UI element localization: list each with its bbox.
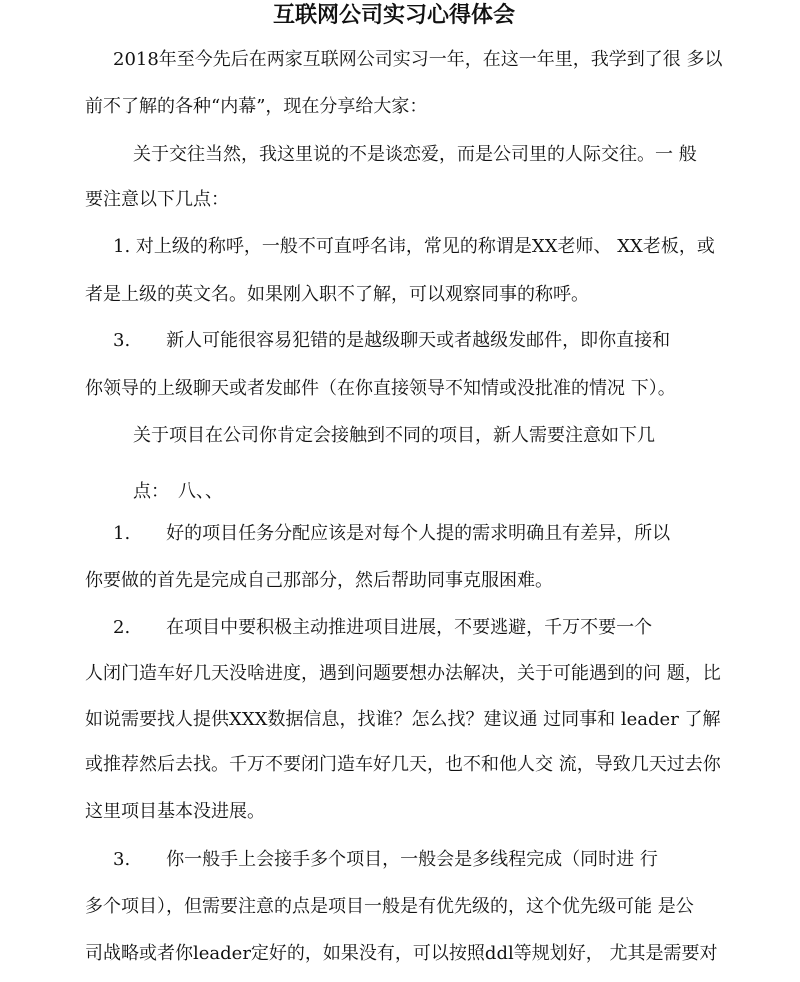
list-item-line: 1. 好的项目任务分配应该是对每个人提的需求明确且有差异，所以	[113, 523, 671, 544]
list-item-line: 或推荐然后去找。千万不要闭门造车好几天，也不和他人交 流，导致几天过去你	[85, 754, 721, 775]
paragraph-line: 要注意以下几点：	[85, 189, 229, 210]
paragraph-line: 关于项目在公司你肯定会接触到不同的项目，新人需要注意如下几	[133, 425, 655, 446]
paragraph-line: 前不了解的各种“内幕”，现在分享给大家：	[85, 96, 428, 117]
list-item-line: 这里项目基本没进展。	[85, 801, 265, 822]
list-item-line: 3. 你一般手上会接手多个项目，一般会是多线程完成（同时进 行	[113, 849, 658, 870]
list-item-line: 司战略或者你leader定好的，如果没有，可以按照ddl等规划好， 尤其是需要对	[85, 943, 718, 964]
list-item-line: 你领导的上级聊天或者发邮件（在你直接领导不知情或没批准的情况 下）。	[85, 378, 676, 399]
list-item-line: 多个项目），但需要注意的点是项目一般是有优先级的，这个优先级可能 是公	[85, 896, 694, 917]
list-item-line: 3. 新人可能很容易犯错的是越级聊天或者越级发邮件，即你直接和	[113, 330, 671, 351]
list-item-line: 者是上级的英文名。如果刚入职不了解，可以观察同事的称呼。	[85, 284, 589, 305]
list-item-line: 人闭门造车好几天没啥进度，遇到问题要想办法解决，关于可能遇到的问 题，比	[85, 663, 721, 684]
list-item-line: 你要做的首先是完成自己那部分，然后帮助同事克服困难。	[85, 570, 553, 591]
paragraph-line: 关于交往当然，我这里说的不是谈恋爱，而是公司里的人际交往。一 般	[133, 144, 697, 165]
list-item-line: 如说需要找人提供XXX数据信息，找谁？怎么找？建议通 过同事和 leader 了解	[85, 709, 721, 730]
paragraph-line: 点： 八、、	[133, 481, 223, 502]
document-title: 互联网公司实习心得体会	[273, 2, 516, 28]
paragraph-line: 2018年至今先后在两家互联网公司实习一年，在这一年里，我学到了很 多以	[113, 49, 723, 70]
list-item-line: 1. 对上级的称呼，一般不可直呼名讳，常见的称谓是XX老师、 XX老板，或	[113, 236, 715, 257]
list-item-line: 2. 在项目中要积极主动推进项目进展，不要逃避，千万不要一个	[113, 617, 653, 638]
